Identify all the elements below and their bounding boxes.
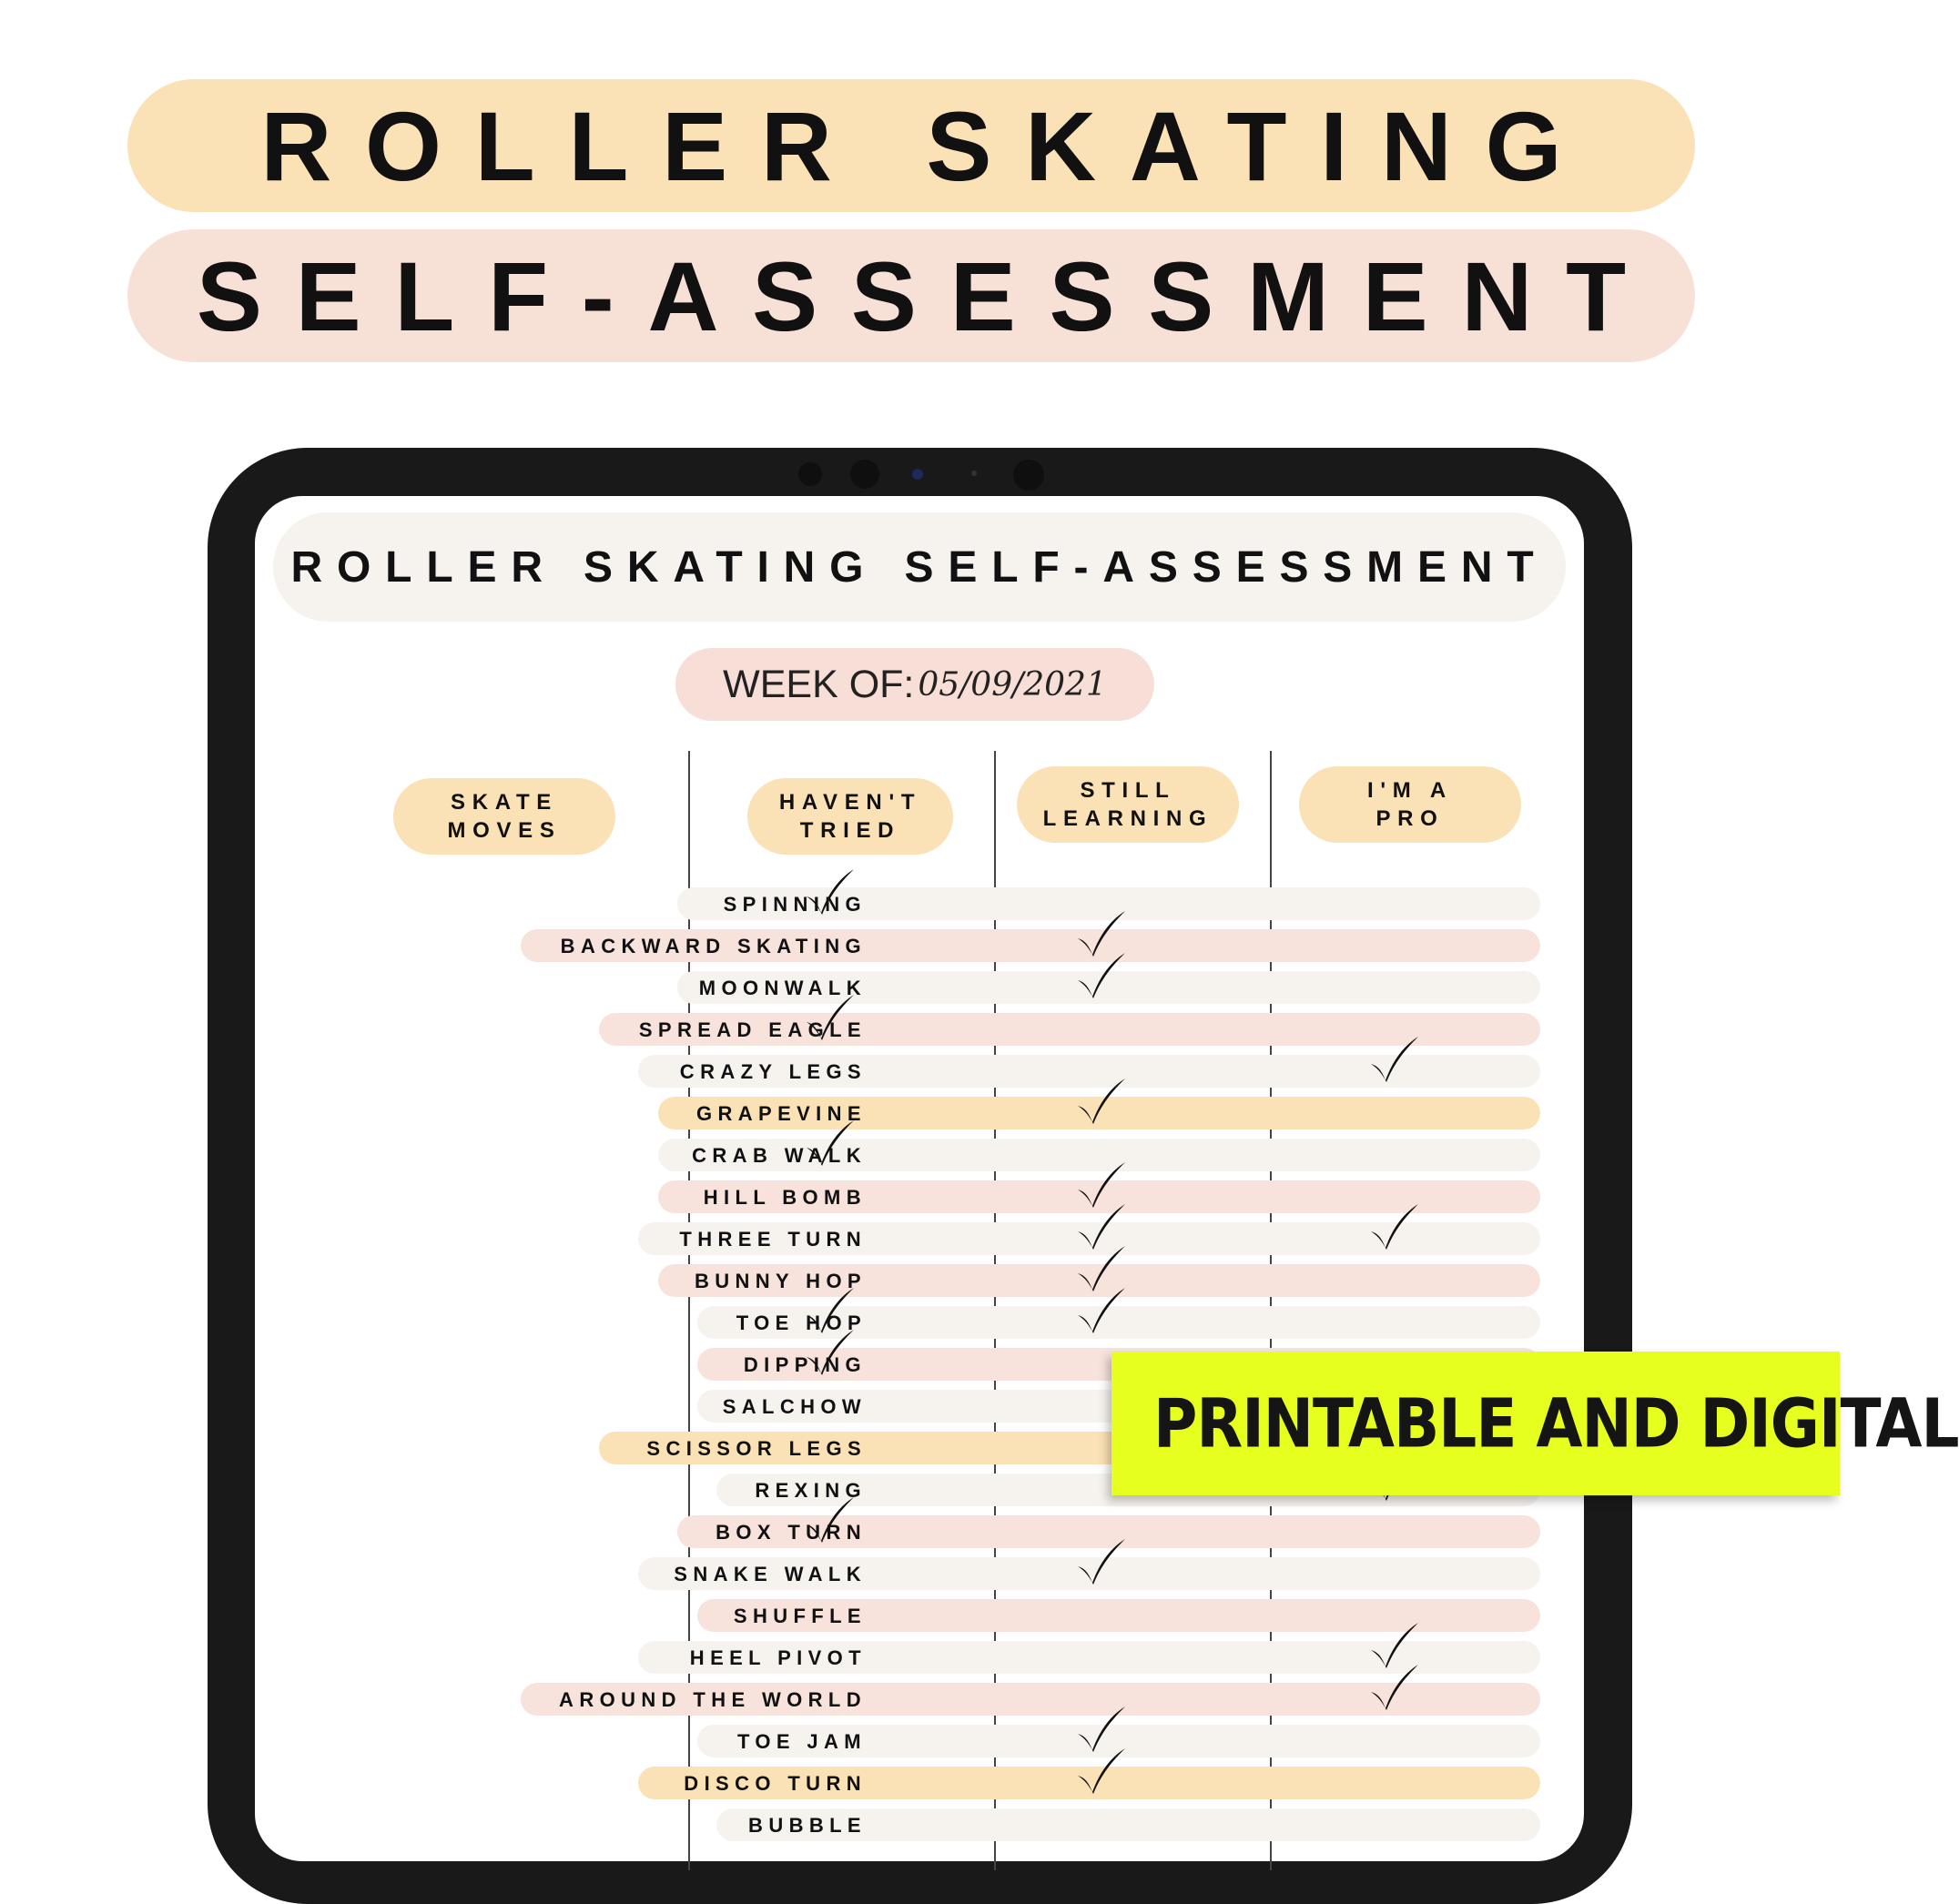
move-name: CRAB WALK [692, 1144, 867, 1167]
checkmark-icon[interactable] [1367, 1035, 1422, 1086]
move-row [255, 887, 1540, 920]
column-header-havent-tried: HAVEN'T TRIED [747, 778, 953, 855]
move-row [255, 1097, 1540, 1129]
move-row [255, 1808, 1540, 1841]
checkmark-icon[interactable] [1074, 1077, 1129, 1128]
sheet-title: ROLLER SKATING SELF-ASSESSMENT [273, 512, 1566, 622]
move-row [255, 1055, 1540, 1088]
move-row [255, 1683, 1540, 1716]
move-name: TOE JAM [736, 1730, 867, 1753]
checkmark-icon[interactable] [1074, 951, 1129, 1002]
camera-icon [1013, 460, 1044, 491]
move-name: HEEL PIVOT [689, 1646, 867, 1669]
move-name: SCISSOR LEGS [646, 1437, 867, 1460]
move-row [255, 1767, 1540, 1799]
week-of-label: WEEK OF: [723, 662, 915, 706]
move-name: SPINNING [723, 893, 867, 916]
column-header-still-learning: STILL LEARNING [1017, 766, 1239, 843]
camera-icon [798, 462, 822, 486]
checkmark-icon[interactable] [1074, 1747, 1129, 1798]
checkmark-icon[interactable] [803, 1495, 858, 1546]
camera-icon [912, 469, 923, 480]
move-row [255, 929, 1540, 962]
checkmark-icon[interactable] [803, 1119, 858, 1170]
move-name: AROUND THE WORLD [559, 1688, 867, 1711]
title-banner-line1: ROLLER SKATING [127, 79, 1695, 212]
checkmark-icon[interactable] [1367, 1663, 1422, 1714]
camera-icon [971, 471, 977, 476]
move-name: TOE HOP [736, 1312, 867, 1334]
move-row [255, 1306, 1540, 1339]
move-row [255, 1180, 1540, 1213]
move-name: BACKWARD SKATING [560, 935, 867, 957]
printable-digital-badge [1111, 1352, 1959, 1495]
column-header-im-a-pro: I'M A PRO [1299, 766, 1521, 843]
move-row [255, 1515, 1540, 1548]
move-name: THREE TURN [679, 1228, 867, 1251]
move-row [255, 1641, 1540, 1674]
week-of-field[interactable] [675, 648, 1154, 721]
badge-text: PRINTABLE AND DIGITAL [1153, 1383, 1959, 1463]
camera-icon [850, 460, 879, 489]
move-name: MOONWALK [698, 977, 867, 999]
move-name: SHUFFLE [733, 1605, 867, 1627]
checkmark-icon[interactable] [1074, 1286, 1129, 1337]
checkmark-icon[interactable] [803, 1328, 858, 1379]
title-banner-line2: SELF-ASSESSMENT [127, 229, 1695, 362]
checkmark-icon[interactable] [1074, 1537, 1129, 1588]
move-row [255, 1599, 1540, 1632]
tablet-screen [255, 496, 1584, 1861]
checkmark-icon[interactable] [803, 867, 858, 918]
checkmark-icon[interactable] [803, 993, 858, 1044]
move-name: BOX TURN [716, 1521, 867, 1544]
move-row [255, 1725, 1540, 1757]
move-name: BUNNY HOP [694, 1270, 867, 1292]
move-row [255, 1222, 1540, 1255]
move-name: DISCO TURN [684, 1772, 867, 1795]
move-name: DIPPING [743, 1353, 867, 1376]
move-row [255, 1557, 1540, 1590]
move-row [255, 971, 1540, 1004]
move-name: GRAPEVINE [695, 1102, 867, 1125]
move-name: SALCHOW [722, 1395, 867, 1418]
move-row [255, 1013, 1540, 1046]
move-name: HILL BOMB [703, 1186, 867, 1209]
move-row [255, 1139, 1540, 1171]
move-name: BUBBLE [748, 1814, 867, 1837]
week-date-value: 05/09/2021 [918, 665, 1107, 704]
move-name: CRAZY LEGS [679, 1060, 867, 1083]
move-row [255, 1264, 1540, 1297]
move-name: SPREAD EAGLE [638, 1018, 867, 1041]
move-name: REXING [755, 1479, 867, 1502]
move-name: SNAKE WALK [674, 1563, 867, 1585]
column-header-skate-moves: SKATE MOVES [393, 778, 615, 855]
checkmark-icon[interactable] [1367, 1202, 1422, 1253]
